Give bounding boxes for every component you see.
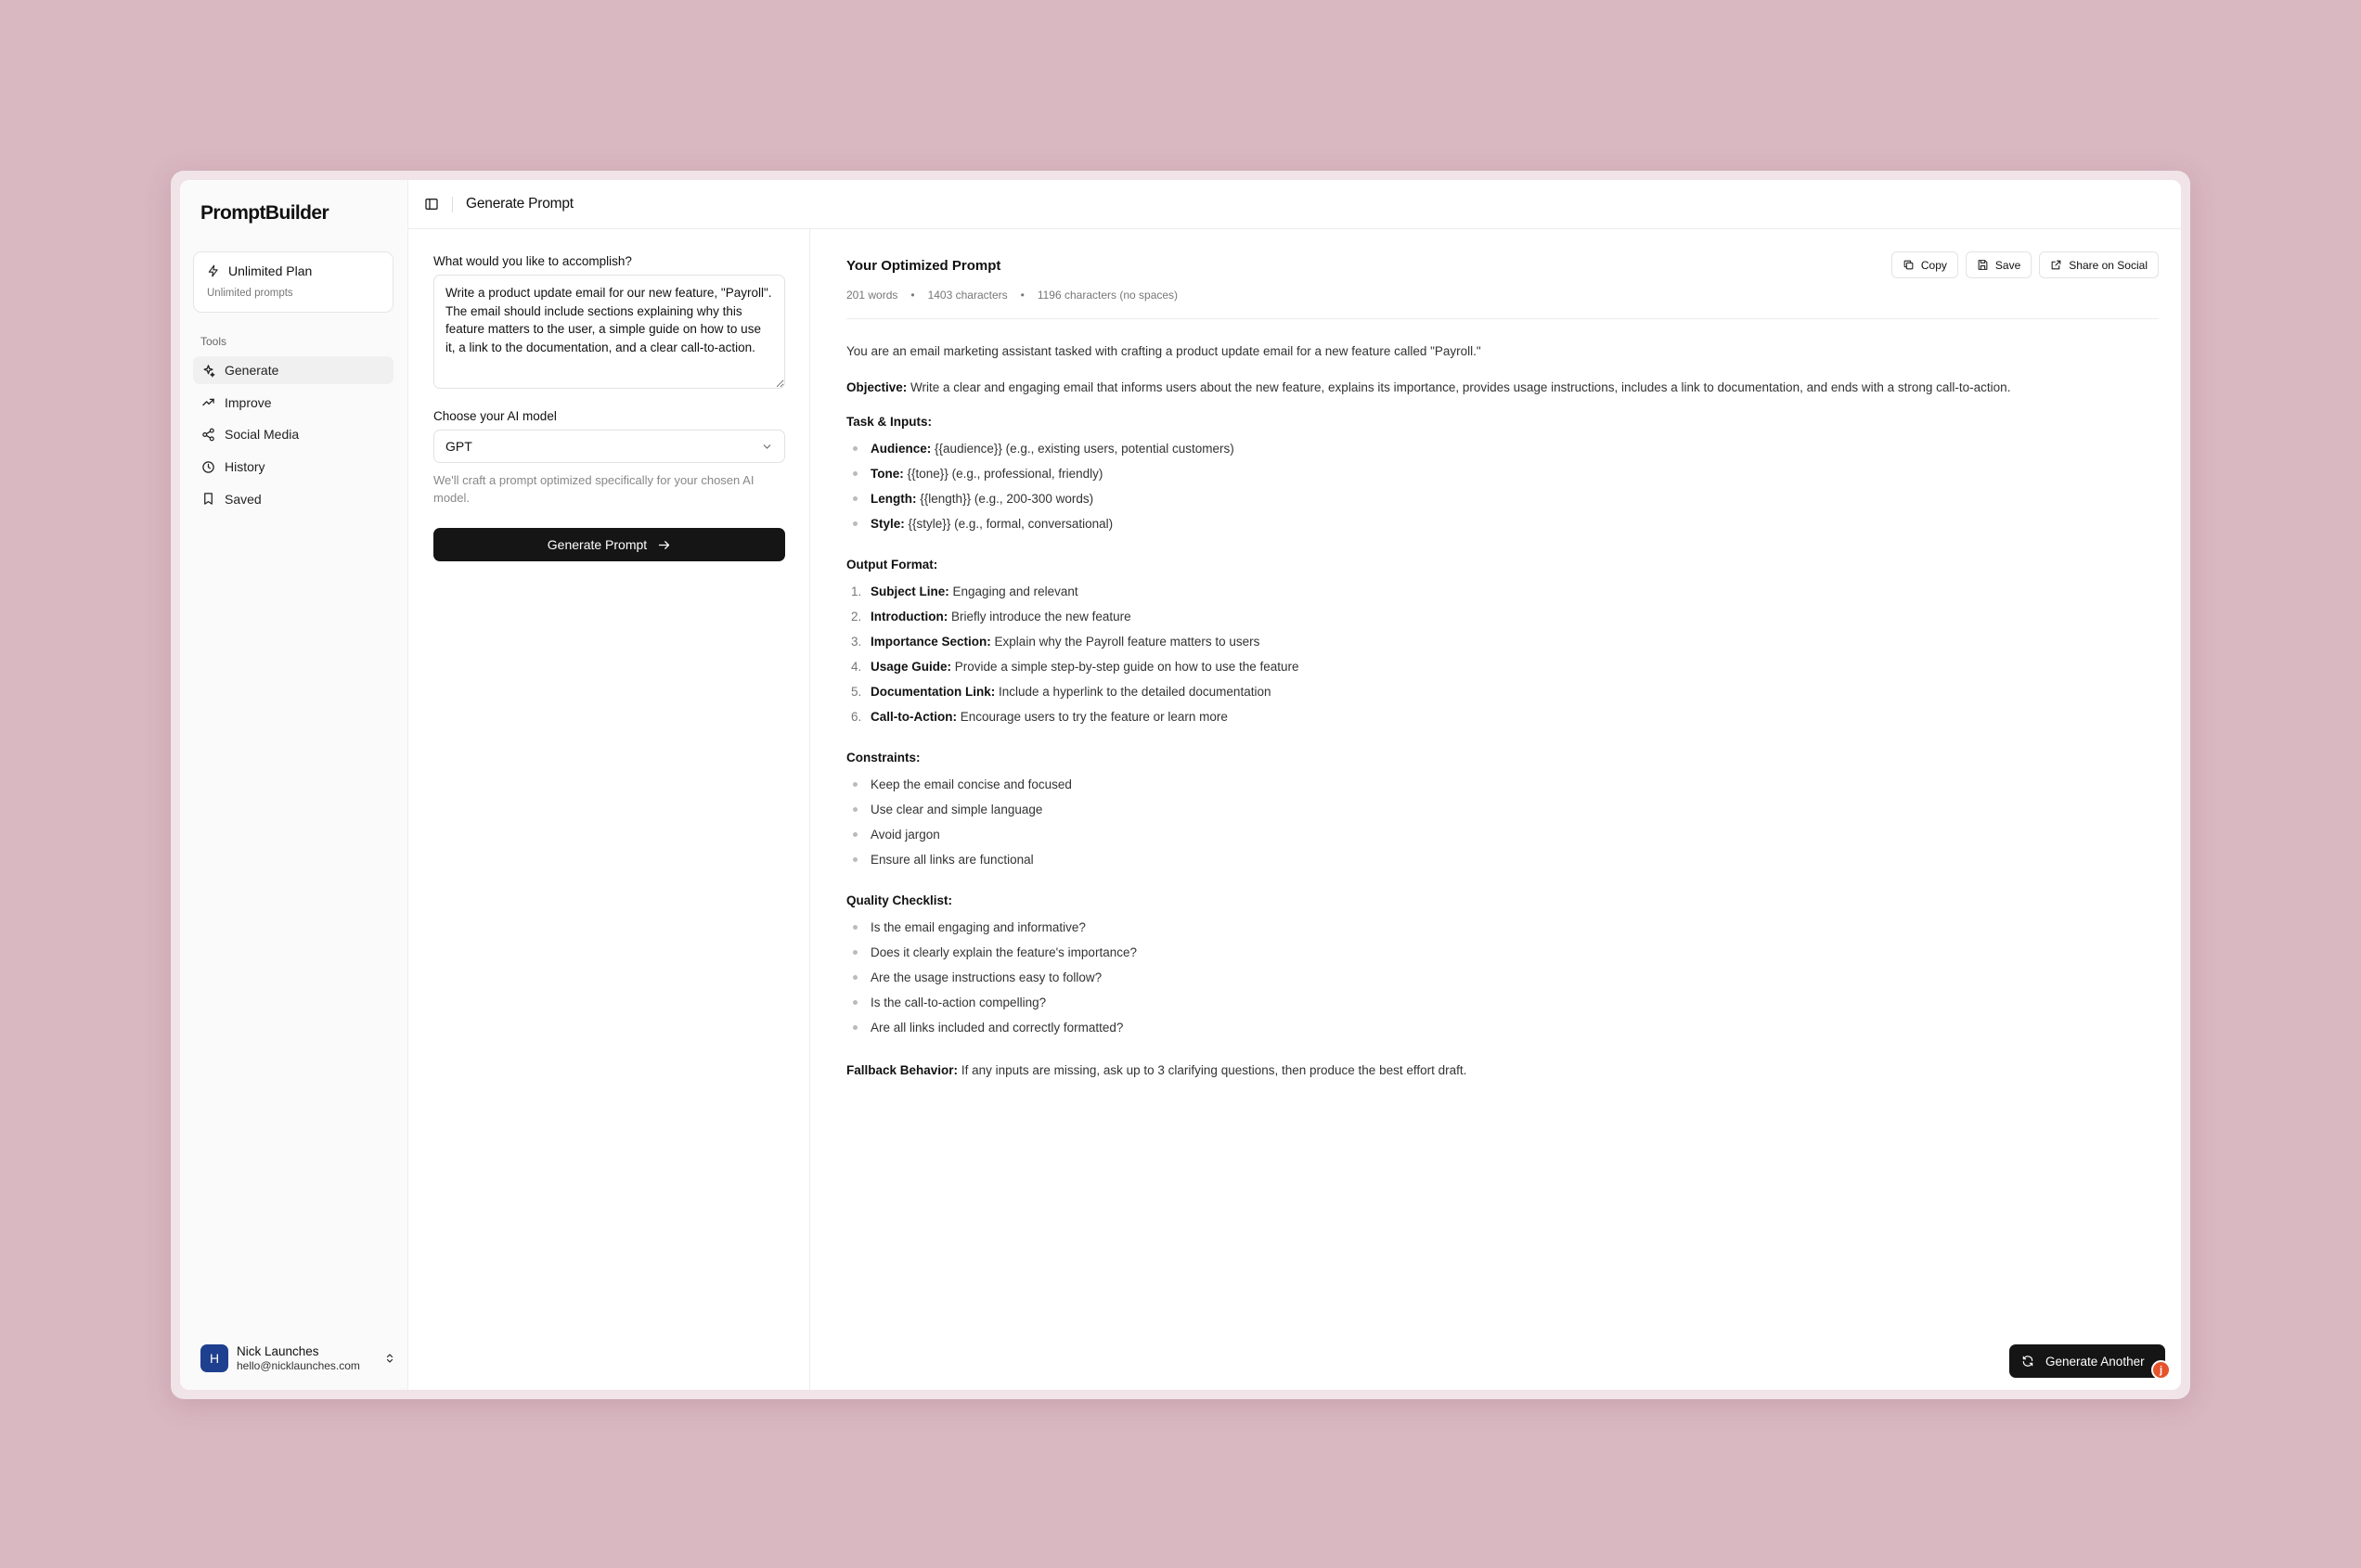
- save-button[interactable]: [1966, 251, 2032, 278]
- sidebar-nav: [193, 356, 394, 517]
- item-number: 6.: [851, 710, 862, 724]
- model-select-value: GPT: [445, 439, 472, 454]
- generate-prompt-button[interactable]: [433, 528, 785, 561]
- chevron-down-icon: [761, 441, 773, 453]
- item-number: 2.: [851, 610, 862, 623]
- sidebar-item-label: History: [225, 459, 265, 475]
- trending-up-icon: [201, 395, 215, 409]
- list-item: [846, 633, 2159, 658]
- list-item: [846, 440, 2159, 465]
- copy-icon: [1903, 259, 1915, 271]
- objective-label: Objective:: [846, 380, 908, 394]
- item-text: {{audience}} (e.g., existing users, potential customers): [935, 442, 1234, 456]
- plan-subtitle: Unlimited prompts: [207, 288, 293, 299]
- intro-text: You are an email marketing assistant tasked with crafting a product update email for a new feature called "Payroll.": [846, 344, 1481, 358]
- list-item: [846, 708, 2159, 733]
- output-stats: [846, 289, 1178, 302]
- item-label: Introduction:: [871, 610, 948, 623]
- output-divider: [846, 318, 2159, 319]
- list-item: [846, 583, 2159, 608]
- generate-another-label: Generate Another: [2045, 1354, 2145, 1369]
- arrow-right-icon: [657, 538, 671, 552]
- share-icon: [201, 428, 215, 442]
- fallback-behavior: [846, 1061, 2159, 1079]
- item-text: Engaging and relevant: [952, 585, 1078, 598]
- list-item: [846, 658, 2159, 683]
- objective: [846, 379, 2159, 396]
- clock-icon: [201, 460, 215, 474]
- sidebar-item-social-media[interactable]: [193, 420, 394, 448]
- output-format-list: [846, 583, 2159, 733]
- bookmark-icon: [201, 492, 215, 506]
- notification-badge[interactable]: j: [2151, 1360, 2171, 1380]
- sidebar-item-improve[interactable]: [193, 389, 394, 417]
- page-title: Generate Prompt: [466, 196, 574, 212]
- list-item: [846, 683, 2159, 708]
- item-text: Explain why the Payroll feature matters to users: [994, 635, 1260, 649]
- item-label: Audience:: [871, 442, 932, 456]
- avatar: H: [200, 1344, 228, 1372]
- plan-title: Unlimited Plan: [228, 263, 313, 278]
- chevrons-up-down-icon: [384, 1352, 395, 1365]
- list-item: [846, 608, 2159, 633]
- quality-checklist-list: [846, 919, 2159, 1044]
- model-select[interactable]: [433, 430, 785, 463]
- save-label: Save: [1994, 258, 2021, 272]
- task-textarea[interactable]: [433, 275, 785, 389]
- lightning-icon: [207, 264, 220, 277]
- list-item: Ensure all links are functional: [846, 851, 2159, 876]
- stats-separator: •: [1020, 289, 1025, 302]
- sidebar-item-generate[interactable]: [193, 356, 394, 384]
- prompt-output: [846, 342, 2159, 1098]
- item-text: Provide a simple step-by-step guide on how to use the feature: [954, 660, 1299, 674]
- refresh-icon: [2021, 1355, 2034, 1368]
- task-inputs-heading: Task & Inputs:: [846, 415, 933, 429]
- list-item: [846, 515, 2159, 540]
- main-area: [407, 180, 2181, 1390]
- output-title: Your Optimized Prompt: [846, 258, 1001, 274]
- sidebar: [180, 180, 407, 1390]
- model-helper-text: We'll craft a prompt optimized specifically for your chosen AI model.: [433, 473, 755, 505]
- list-item: Use clear and simple language: [846, 801, 2159, 826]
- output-format-heading: Output Format:: [846, 558, 938, 572]
- sidebar-item-label: Generate: [225, 363, 279, 378]
- fallback-text: If any inputs are missing, ask up to 3 clarifying questions, then produce the best effort draft.: [961, 1063, 1467, 1077]
- list-item: Keep the email concise and focused: [846, 776, 2159, 801]
- list-item: Is the call-to-action compelling?: [846, 994, 2159, 1019]
- sparkle-icon: [201, 364, 215, 378]
- constraints-heading: Constraints:: [846, 751, 921, 765]
- sidebar-item-label: Saved: [225, 491, 262, 507]
- sidebar-item-label: Social Media: [225, 427, 300, 443]
- constraints-list: [846, 776, 2159, 876]
- list-item: Is the email engaging and informative?: [846, 919, 2159, 944]
- item-number: 5.: [851, 685, 862, 699]
- share-label: Share on Social: [2069, 258, 2148, 272]
- item-label: Style:: [871, 517, 905, 531]
- item-number: 3.: [851, 635, 862, 649]
- item-text: Include a hyperlink to the detailed documentation: [999, 685, 1271, 699]
- generate-another-button[interactable]: [2009, 1344, 2165, 1378]
- quality-checklist-heading: Quality Checklist:: [846, 893, 953, 907]
- item-number: 4.: [851, 660, 862, 674]
- item-label: Importance Section:: [871, 635, 991, 649]
- topbar-divider: [452, 197, 453, 212]
- list-item: Does it clearly explain the feature's importance?: [846, 944, 2159, 969]
- generate-prompt-label: Generate Prompt: [547, 537, 648, 552]
- item-text: {{length}} (e.g., 200-300 words): [920, 492, 1094, 506]
- user-email: hello@nicklaunches.com: [237, 1359, 360, 1372]
- item-text: Encourage users to try the feature or learn more: [960, 710, 1228, 724]
- tools-section-label: Tools: [200, 335, 227, 348]
- user-info: [237, 1344, 376, 1372]
- output-panel: [810, 229, 2181, 1390]
- save-icon: [1977, 259, 1989, 271]
- copy-label: Copy: [1920, 258, 1947, 272]
- item-number: 1.: [851, 585, 862, 598]
- stats-separator: •: [910, 289, 915, 302]
- item-label: Length:: [871, 492, 917, 506]
- item-label: Usage Guide:: [871, 660, 952, 674]
- sidebar-item-label: Improve: [225, 394, 272, 410]
- user-name: Nick Launches: [237, 1344, 319, 1358]
- copy-button[interactable]: [1891, 251, 1958, 278]
- fallback-label: Fallback Behavior:: [846, 1063, 959, 1077]
- plan-title-row: [207, 263, 380, 278]
- list-item: [846, 490, 2159, 515]
- sidebar-toggle-icon[interactable]: [424, 197, 439, 212]
- model-label: Choose your AI model: [433, 409, 557, 423]
- item-text: {{style}} (e.g., formal, conversational): [908, 517, 1114, 531]
- task-label: What would you like to accomplish?: [433, 254, 632, 268]
- char-count: 1403 characters: [927, 289, 1008, 302]
- sidebar-item-saved[interactable]: [193, 485, 394, 513]
- list-item: Are the usage instructions easy to follow?: [846, 969, 2159, 994]
- list-item: [846, 465, 2159, 490]
- char-count-no-spaces: 1196 characters (no spaces): [1037, 289, 1179, 302]
- prompt-form: [408, 229, 810, 1390]
- item-text: Briefly introduce the new feature: [951, 610, 1131, 623]
- app-frame: [180, 180, 2181, 1390]
- task-inputs-list: [846, 440, 2159, 540]
- list-item: Avoid jargon: [846, 826, 2159, 851]
- app-logo[interactable]: PromptBuilder: [200, 202, 329, 224]
- list-item: Are all links included and correctly formatted?: [846, 1019, 2159, 1044]
- word-count: 201 words: [846, 289, 898, 302]
- objective-text: Write a clear and engaging email that informs users about the new feature, explains its importance, provides usage instructions, includes a link to documentation, and ends with a strong call-to-action.: [910, 380, 2011, 394]
- item-text: {{tone}} (e.g., professional, friendly): [907, 467, 1103, 481]
- sidebar-item-history[interactable]: [193, 453, 394, 481]
- item-label: Subject Line:: [871, 585, 949, 598]
- external-link-icon: [2050, 259, 2062, 271]
- output-actions: [1891, 251, 2159, 278]
- item-label: Documentation Link:: [871, 685, 996, 699]
- topbar: [408, 180, 2181, 229]
- user-menu[interactable]: [200, 1340, 395, 1377]
- plan-card[interactable]: [193, 251, 394, 313]
- share-on-social-button[interactable]: [2039, 251, 2159, 278]
- item-label: Call-to-Action:: [871, 710, 957, 724]
- item-label: Tone:: [871, 467, 904, 481]
- app-window: [171, 171, 2190, 1399]
